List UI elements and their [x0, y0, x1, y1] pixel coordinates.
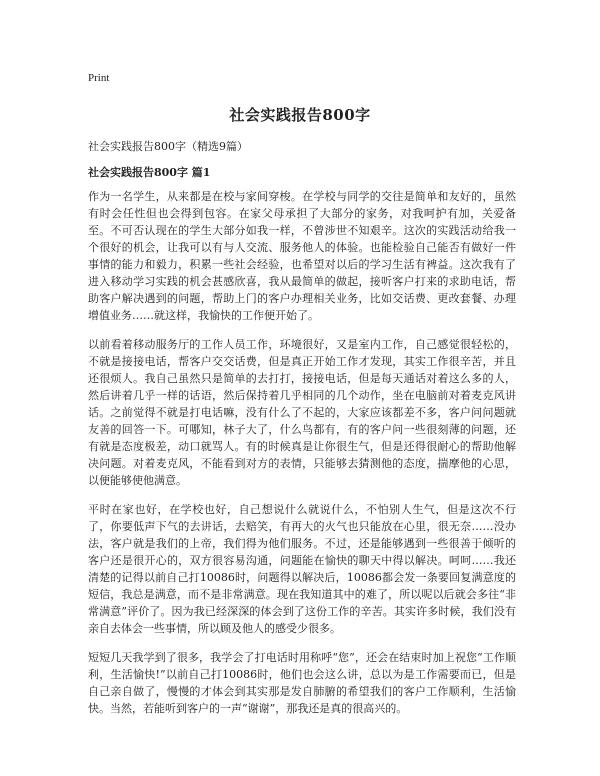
paragraph-4: 短短几天我学到了很多，我学会了打电话时用称呼“您”，还会在结束时加上祝您“工作顺利，生活愉快!”以前自己打10086时，他们也会这么讲，总以为是工作需要而已，但是自己亲自做了，慢慢的才体会到其实那是发自肺腑的希望我们的客户工作顺利，生活愉快。当然，若能听到客户的一声“谢谢”，那我还是真的很高兴的。 — [88, 651, 516, 715]
article-body — [88, 188, 516, 729]
paragraph-1: 作为一名学生，从来都是在校与家间穿梭。在学校与同学的交往是简单和友好的，虽然有时会任性但也会得到包容。在家父母承担了大部分的家务，对我呵护有加，关爱备至。不可否认现在的学生大部分如我一样，不曾涉世不知艰辛。这次的实践活动给我一个很好的机会，让我可以有与人交流、服务他人的体验。也能检验自己能否有做好一件事情的能力和毅力，积累一些社会经验，也希望对以后的学习生活有裨益。这次我有了进入移动学习实践的机会甚感欣喜，我从最简单的做起，接听客户打来的求助电话，帮助客户解决遇到的问题，帮助上门的客户办理相关业务，比如交话费、更改套餐、办理增值业务……就这样，我愉快的工作便开始了。 — [88, 190, 516, 322]
paragraph-2: 以前看着移动服务厅的工作人员工作，环境很好，又是室内工作，自己感觉很轻松的，不就是接接电话，帮客户交交话费，但是真正开始工作才发现，其实工作很辛苦，并且还很烦人。我自己虽然只是简单的去打打，接接电话，但是每天通话对着这么多的人，然后讲着几乎一样的话语，然后保持着几乎相同的几个动作，坐在电脑前对着麦克风讲话。之前觉得不就是打电话嘛，没有什么了不起的，大家应该都差不多，客户问问题就友善的回答一下。可哪知，林子大了，什么鸟都有，有的客户问一些很刻薄的问题，还有就是态度极差，动口就骂人。有的时候真是让你很生气，但是还得很耐心的帮助他解决问题。对着麦克风，不能看到对方的表情，只能够去猜测他的态度，揣摩他的心思，以便能够使他满意。 — [88, 338, 516, 487]
print-link[interactable]: Print — [88, 72, 110, 84]
document-subtitle: 社会实践报告800字（精选9篇） — [88, 140, 248, 153]
section-heading: 社会实践报告800字 篇1 — [88, 166, 211, 179]
paragraph-3: 平时在家也好，在学校也好，自己想说什么就说什么，不怕别人生气，但是这次不行了，你要低声下气的去讲话，去赔笑，有再大的火气也只能放在心里，很无奈……没办法，客户就是我们的上帝，我们得为他们服务。不过，还是能够遇到一些很善于倾听的客户还是很开心的，双方很容易沟通，问题能在愉快的聊天中得以解决。呵呵……我还清楚的记得以前自己打10086时，问题得以解决后，10086都会发一条要回复满意度的短信，我总是满意，而不是非常满意。现在我知道其中的难了，所以呢以后就会多往“非常满意”评价了。因为我已经深深的体会到了这份工作的辛苦。其实许多时候，我们没有亲自去体会一些事情，所以顾及他人的感受少很多。 — [88, 503, 516, 635]
page-title: 社会实践报告800字 — [229, 106, 371, 124]
